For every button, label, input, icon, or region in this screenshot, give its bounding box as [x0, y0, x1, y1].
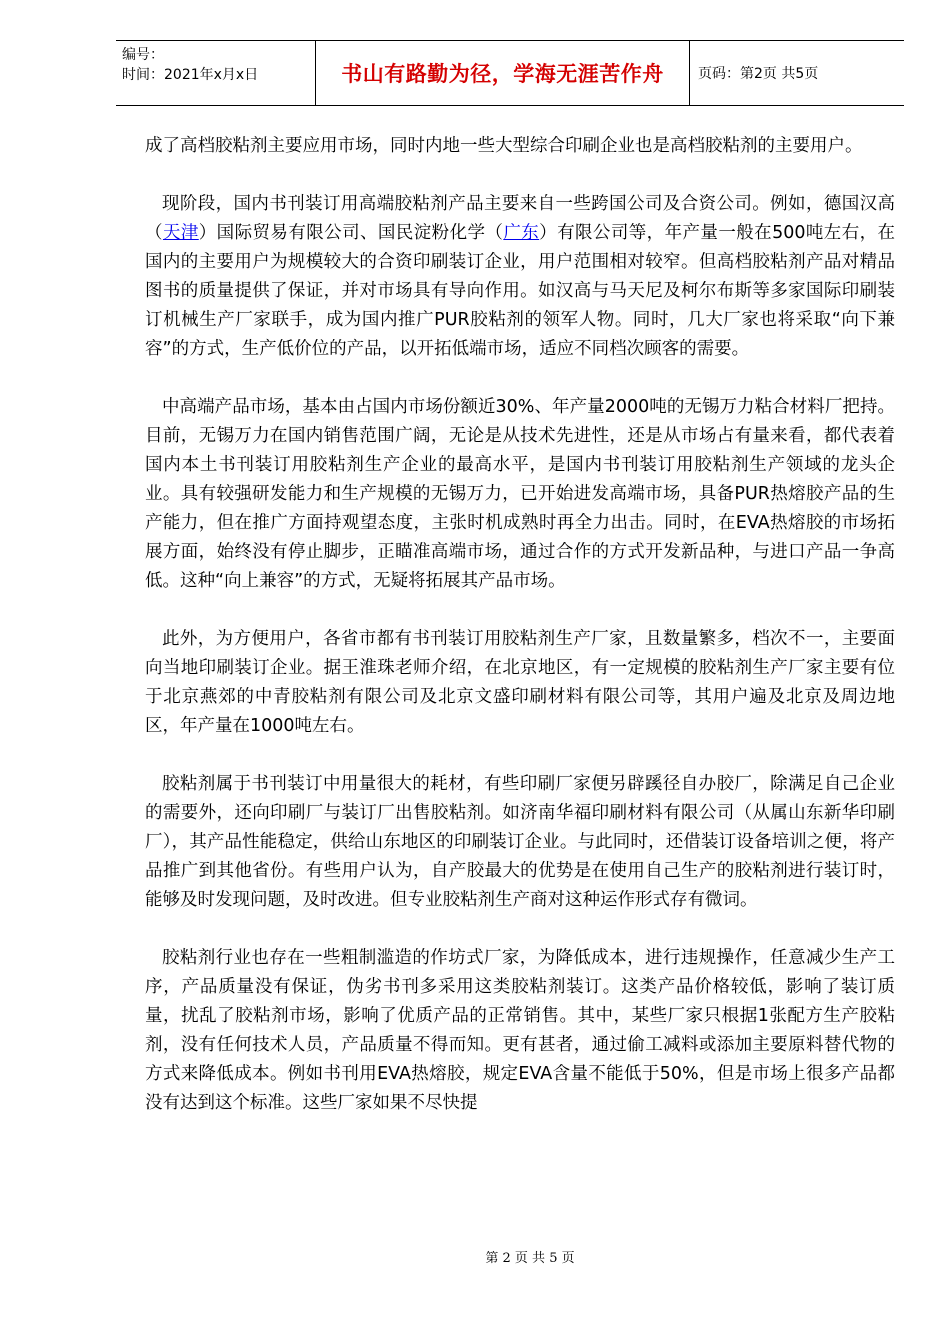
- paragraph-2-part-c: ）有限公司等，年产量一般在500吨左右，在国内的主要用户为规模较大的合资印刷装订企业，用户范围相对较窄。但高档胶粘剂产品对精品图书的质量提供了保证，并对市场具有导向作用。如汉高与马天尼及柯尔布斯等多家国际印刷装订机械生产厂家联手，成为国内推广PUR胶粘剂的领军人物。同时，几大厂家也将采取“向下兼容”的方式，生产低价位的产品，以开拓低端市场，适应不同档次顾客的需要。: [145, 223, 896, 359]
- link-guangdong[interactable]: 广东: [503, 223, 540, 243]
- header-meta-cell: [116, 41, 316, 105]
- time-label: 时间：2021年x月x日: [122, 67, 259, 83]
- paragraph-2-part-b: ）国际贸易有限公司、国民淀粉化学（: [198, 223, 504, 243]
- paragraph-1: 成了高档胶粘剂主要应用市场，同时内地一些大型综合印刷企业也是高档胶粘剂的主要用户。: [145, 136, 863, 156]
- paragraph-2-part-a: 现阶段，国内书刊装订用高端胶粘剂产品主要来自一些跨国公司及合资公司。例如，德国汉高（: [145, 194, 895, 243]
- link-tianjin[interactable]: 天津: [162, 223, 199, 243]
- document-header: [116, 40, 904, 106]
- paragraph-4: 此外，为方便用户，各省市都有书刊装订用胶粘剂生产厂家，且数量繁多，档次不一，主要面向当地印刷装订企业。据王淮珠老师介绍，在北京地区，有一定规模的胶粘剂生产厂家主要有位于北京燕郊的中青胶粘剂有限公司及北京文盛印刷材料有限公司等，其用户遍及北京及周边地区，年产量在1000吨左右。: [145, 629, 895, 736]
- paragraph-2: [145, 190, 895, 364]
- page-footer: 第 2 页 共 5 页: [485, 1251, 575, 1266]
- page-info: 页码：第2页 共5页: [698, 66, 819, 82]
- number-label: 编号：: [122, 47, 164, 63]
- paragraph-3: 中高端产品市场，基本由占国内市场份额近30%、年产量2000吨的无锡万力粘合材料厂把持。目前，无锡万力在国内销售范围广阔，无论是从技术先进性，还是从市场占有量来看，都代表着国内本土书刊装订用胶粘剂生产企业的最高水平，是国内书刊装订用胶粘剂生产领域的龙头企业。具有较强研发能力和生产规模的无锡万力，已开始进发高端市场，具备PUR热熔胶产品的生产能力，但在推广方面持观望态度，主张时机成熟时再全力出击。同时，在EVA热熔胶的市场拓展方面，始终没有停止脚步，正瞄准高端市场，通过合作的方式开发新品种，与进口产品一争高低。这种“向上兼容”的方式，无疑将拓展其产品市场。: [145, 397, 895, 591]
- header-page-cell: [690, 41, 904, 105]
- paragraph-6: 胶粘剂行业也存在一些粗制滥造的作坊式厂家，为降低成本，进行违规操作，任意减少生产工序，产品质量没有保证，伪劣书刊多采用这类胶粘剂装订。这类产品价格较低，影响了装订质量，扰乱了胶粘剂市场，影响了优质产品的正常销售。其中，某些厂家只根据1张配方生产胶粘剂，没有任何技术人员，产品质量不得而知。更有甚者，通过偷工减料或添加主要原料替代物的方式来降低成本。例如书刊用EVA热熔胶，规定EVA含量不能低于50%，但是市场上很多产品都没有达到这个标准。这些厂家如果不尽快提: [145, 948, 895, 1113]
- paragraph-5: 胶粘剂属于书刊装订中用量很大的耗材，有些印刷厂家便另辟蹊径自办胶厂，除满足自己企业的需要外，还向印刷厂与装订厂出售胶粘剂。如济南华福印刷材料有限公司（从属山东新华印刷厂），其产品性能稳定，供给山东地区的印刷装订企业。与此同时，还借装订设备培训之便，将产品推广到其他省份。有些用户认为，自产胶最大的优势是在使用自己生产的胶粘剂进行装订时，能够及时发现问题，及时改进。但专业胶粘剂生产商对这种运作形式存有微词。: [145, 774, 895, 910]
- header-motto-cell: [316, 41, 690, 105]
- motto-text: 书山有路勤为径，学海无涯苦作舟: [341, 62, 664, 86]
- document-body: [145, 132, 895, 1147]
